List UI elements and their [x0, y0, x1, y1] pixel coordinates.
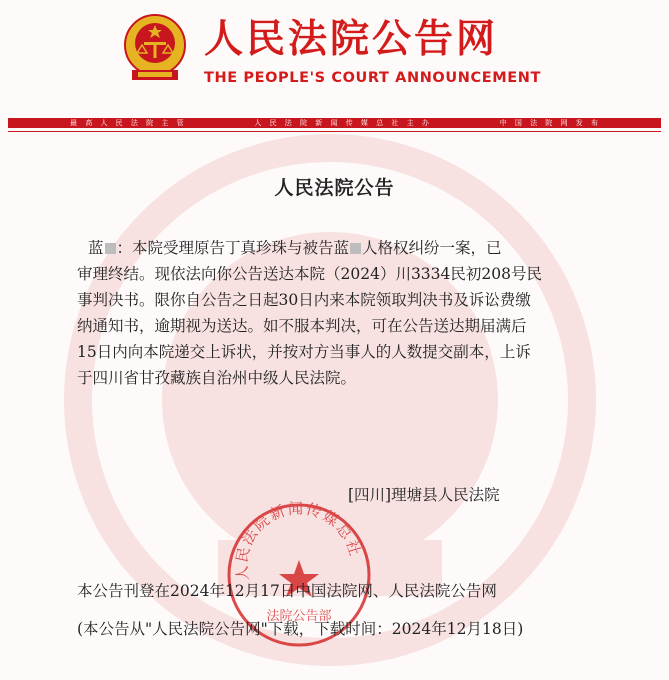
site-subtitle: THE PEOPLE'S COURT ANNOUNCEMENT: [204, 70, 541, 86]
body-line-2: 审理终结。现依法向你公告送达本院（2024）川3334民初208号民: [77, 265, 542, 283]
publication-note: 本公告刊登在2024年12月17日中国法院网、人民法院公告网: [77, 582, 497, 600]
redaction-mark: [105, 243, 116, 254]
band-text-publisher: 中 国 法 院 网 发 布: [499, 119, 601, 127]
body-line-6: 于四川省甘孜藏族自治州中级人民法院。: [77, 369, 357, 387]
redaction-mark: [350, 243, 361, 254]
band-text-supervisor: 最 高 人 民 法 院 主 管: [70, 119, 187, 127]
body-line-1-text: ：本院受理原告丁真珍珠与被告蓝: [116, 239, 350, 257]
body-line-5: 15日内向本院递交上诉状，并按对方当事人的人数提交副本，上诉: [77, 343, 531, 361]
announcement-title: 人民法院公告: [274, 177, 395, 199]
seal-text: 人民法院新闻传媒总社: [232, 500, 365, 582]
issuing-court: [四川]理塘县人民法院: [348, 486, 500, 504]
header-divider: [8, 131, 661, 132]
court-emblem-icon: [120, 12, 190, 84]
body-line-4: 纳通知书，逾期视为送达。如不服本判决，可在公告送达期届满后: [77, 317, 527, 335]
download-note: (本公告从"人民法院公告网"下载，下载时间：2024年12月18日): [77, 620, 524, 638]
site-header: [0, 0, 669, 130]
body-line-1-end: 人格权纠纷一案，已: [362, 239, 502, 257]
site-title: 人民法院公告网: [204, 17, 499, 62]
seal-bottom-text: 法院公告部: [266, 609, 332, 624]
band-text-organizer: 人 民 法 院 新 闻 传 媒 总 社 主 办: [254, 119, 432, 127]
body-line-3: 事判决书。限你自公告之日起30日内来本院领取判决书及诉讼费缴: [77, 291, 531, 309]
header-band: [8, 118, 661, 128]
defendant-name-prefix: 蓝: [88, 239, 104, 257]
body-line-1: [88, 238, 502, 258]
